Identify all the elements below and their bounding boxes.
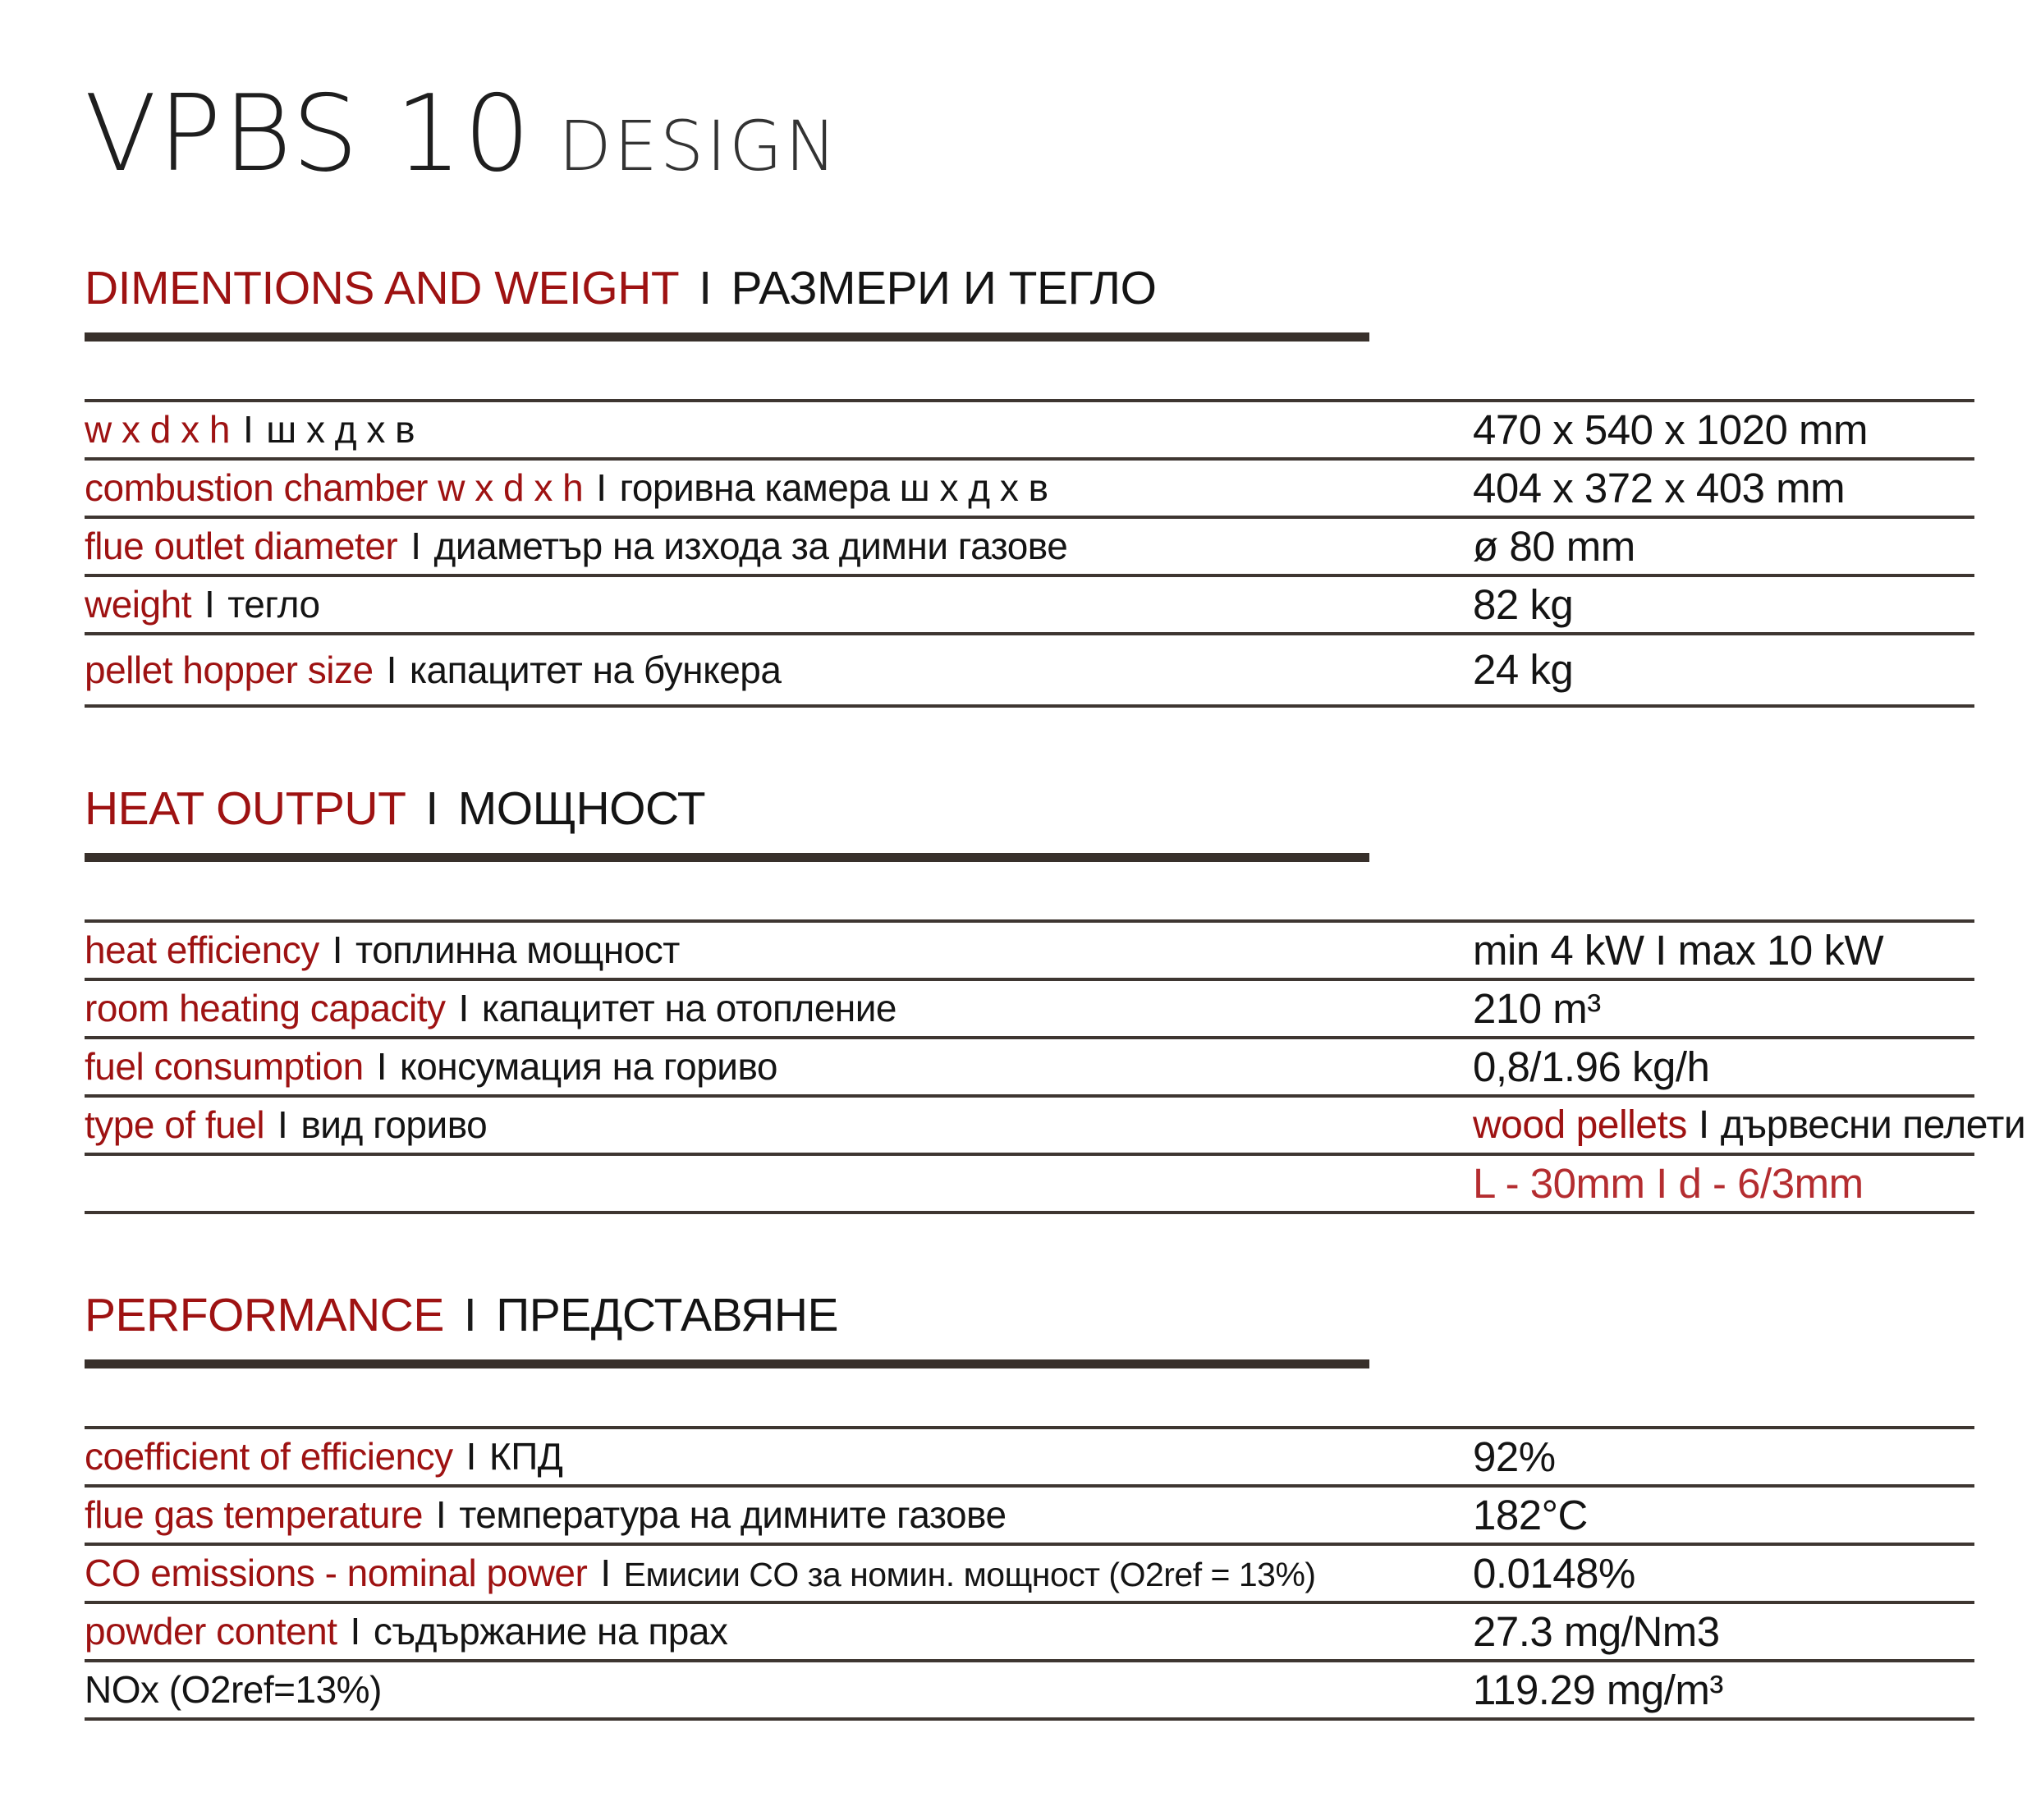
row-label-bg: температура на димните газове — [459, 1493, 1007, 1537]
row-value-cell — [1473, 580, 1974, 629]
row-label — [85, 582, 1473, 626]
row-label-separator: I — [600, 1552, 611, 1595]
row-label — [85, 1667, 1473, 1712]
row-label-bg: Емисии CO за номин. мощност (O2ref = 13%) — [623, 1556, 1316, 1594]
page-title — [0, 0, 2036, 195]
row-label-en: coefficient of efficiency — [85, 1435, 453, 1478]
product-name: VPBS 10 — [85, 73, 533, 195]
row-label — [85, 1434, 1473, 1478]
row-label — [85, 928, 1473, 972]
heading-separator: I — [463, 1288, 477, 1341]
row-value-red: wood pellets — [1473, 1103, 1687, 1147]
row-value-cell — [1473, 406, 1974, 454]
row-value-cell — [1473, 464, 1974, 512]
row-label-en: powder content — [85, 1610, 337, 1653]
row-label-en: combustion chamber w x d x h — [85, 466, 584, 510]
section-heading-bg: МОЩНОСТ — [457, 782, 706, 835]
spec-table — [85, 399, 1974, 708]
row-label-bg: диаметър на изхода за димни газове — [433, 525, 1068, 568]
row-value-cell — [1473, 1103, 2026, 1148]
spec-section — [85, 1288, 1974, 1721]
row-value: дървесни пелети — [1720, 1103, 2026, 1147]
table-row — [85, 1604, 1974, 1662]
row-label — [85, 1103, 1473, 1147]
row-value-separator: I — [1698, 1103, 1709, 1147]
table-row — [85, 981, 1974, 1039]
row-label-bg: тегло — [227, 583, 320, 626]
row-label-en: flue outlet diameter — [85, 525, 398, 568]
row-label-bg: капацитет на отопление — [481, 987, 897, 1030]
row-value: 210 m³ — [1473, 984, 1601, 1032]
spec-table — [85, 1426, 1974, 1721]
row-label-bg: капацитет на бункера — [409, 648, 782, 691]
section-heading — [85, 264, 1974, 314]
row-label — [85, 465, 1473, 510]
row-label-separator: I — [243, 408, 254, 452]
row-label-en: type of fuel — [85, 1103, 265, 1147]
row-label-bg: горивна камера ш х д х в — [619, 466, 1048, 510]
row-label — [85, 648, 1473, 692]
row-value: 92% — [1473, 1433, 1556, 1480]
row-label-en: flue gas temperature — [85, 1493, 423, 1537]
row-label-separator: I — [410, 525, 421, 568]
row-value: ø 80 mm — [1473, 522, 1635, 570]
row-label-separator: I — [204, 583, 215, 626]
heading-separator: I — [699, 262, 712, 314]
row-label-bg: ш х д х в — [266, 408, 415, 452]
row-label — [85, 1551, 1473, 1595]
row-label-en: weight — [85, 583, 191, 626]
row-label-bg: топлинна мощност — [355, 928, 680, 972]
heading-underline — [85, 1359, 1369, 1368]
row-value: 0,8/1.96 kg/h — [1473, 1043, 1710, 1090]
row-label-en: room heating capacity — [85, 987, 446, 1030]
row-value-cell — [1473, 1491, 1974, 1539]
row-label-en: heat efficiency — [85, 928, 319, 972]
spec-section — [85, 264, 1974, 708]
table-row — [85, 923, 1974, 981]
row-value: 182°C — [1473, 1491, 1588, 1538]
row-label-separator: I — [332, 928, 343, 972]
row-value: 0.0148% — [1473, 1549, 1635, 1597]
row-label-en: pellet hopper size — [85, 648, 374, 691]
row-label-en: CO emissions - nominal power — [85, 1552, 588, 1595]
row-label-separator: I — [350, 1610, 360, 1653]
row-label-separator: I — [435, 1493, 447, 1537]
table-row — [85, 519, 1974, 577]
row-value: 119.29 mg/m³ — [1473, 1666, 1723, 1713]
section-heading-en: PERFORMANCE — [85, 1288, 444, 1341]
section-heading-bg: РАЗМЕРИ И ТЕГЛО — [731, 262, 1157, 314]
table-row — [85, 1098, 2026, 1156]
row-label — [85, 407, 1473, 452]
row-label-bg: съдържание на прах — [373, 1610, 728, 1653]
row-label-separator: I — [458, 987, 469, 1030]
section-heading-bg: ПРЕДСТАВЯНЕ — [496, 1288, 839, 1341]
row-value-cell — [1473, 1666, 1974, 1714]
table-row — [85, 1156, 1974, 1214]
row-value: 24 kg — [1473, 646, 1574, 694]
product-variant: DESIGN — [558, 106, 839, 186]
row-label-en: fuel consumption — [85, 1045, 364, 1089]
row-label-separator: I — [596, 466, 607, 510]
row-label — [85, 524, 1473, 568]
table-row — [85, 1488, 1974, 1546]
section-heading-en: HEAT OUTPUT — [85, 782, 406, 835]
row-value-cell — [1473, 926, 1974, 974]
table-row — [85, 1662, 1974, 1721]
heading-underline — [85, 332, 1369, 342]
row-value: 27.3 mg/Nm3 — [1473, 1607, 1720, 1655]
row-value-red: L - 30mm I d - 6/3mm — [1473, 1159, 1864, 1207]
row-label — [85, 986, 1473, 1030]
table-row — [85, 461, 1974, 519]
row-value: 404 x 372 x 403 mm — [1473, 464, 1846, 511]
heading-separator: I — [425, 782, 438, 835]
table-row — [85, 402, 1974, 461]
spec-section — [85, 782, 2026, 1214]
row-label-bg: NOx (O2ref=13%) — [85, 1668, 382, 1712]
spec-table — [85, 919, 2026, 1214]
row-label-separator: I — [386, 648, 397, 691]
heading-underline — [85, 853, 1369, 862]
row-value-cell — [1473, 522, 1974, 571]
row-value-cell — [1473, 1549, 1974, 1598]
row-label-bg: вид гориво — [300, 1103, 488, 1147]
row-value: 82 kg — [1473, 580, 1574, 628]
table-row — [85, 1039, 1974, 1098]
section-heading-en: DIMENTIONS AND WEIGHT — [85, 262, 680, 314]
row-value-cell — [1473, 1043, 1974, 1091]
row-label-separator: I — [465, 1435, 476, 1478]
section-heading — [85, 782, 1974, 835]
row-label-separator: I — [277, 1103, 288, 1147]
row-label-separator: I — [376, 1045, 387, 1089]
row-value-cell — [1473, 645, 1974, 694]
table-row — [85, 577, 1974, 635]
row-label-en: w x d x h — [85, 408, 231, 452]
table-row — [85, 1546, 1974, 1604]
row-value-cell — [1473, 984, 1974, 1033]
row-value-cell — [1473, 1607, 1974, 1656]
row-label — [85, 1609, 1473, 1653]
table-row — [85, 1429, 1974, 1488]
row-label-bg: КПД — [488, 1435, 563, 1478]
row-value: min 4 kW I max 10 kW — [1473, 926, 1884, 974]
table-row — [85, 635, 1974, 708]
row-value: 470 x 540 x 1020 mm — [1473, 406, 1868, 453]
row-label — [85, 1044, 1473, 1089]
row-label-bg: консумация на гориво — [400, 1045, 777, 1089]
row-value-cell — [1473, 1433, 1974, 1481]
row-value-cell — [1473, 1159, 1974, 1208]
section-heading — [85, 1288, 1974, 1341]
row-label — [85, 1492, 1473, 1537]
